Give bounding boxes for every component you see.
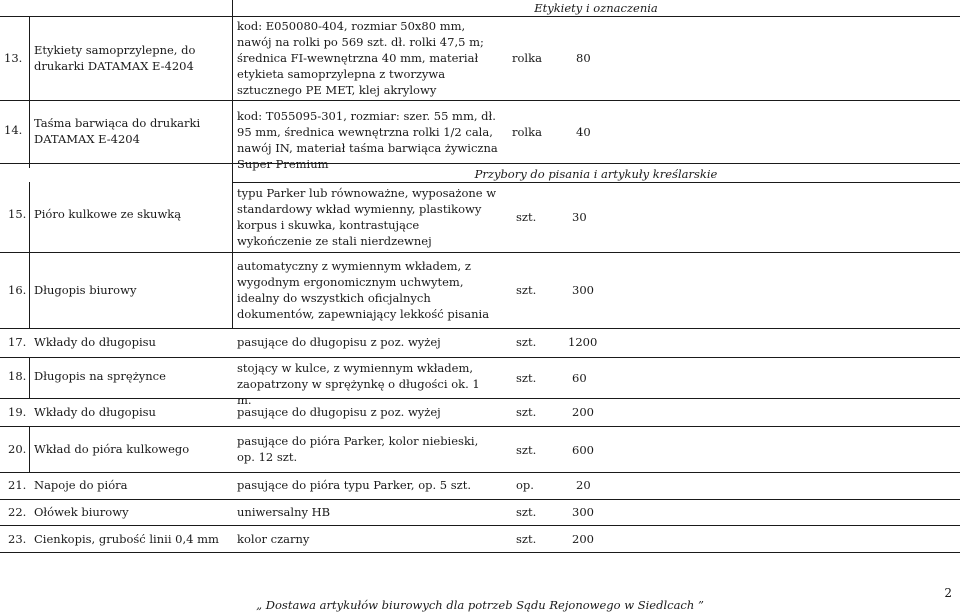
row-divider: [0, 472, 960, 473]
row-divider: [0, 552, 960, 553]
item-unit: szt.: [516, 335, 537, 349]
item-quantity: 40: [576, 125, 591, 139]
col-divider: [232, 0, 233, 168]
row-divider: [0, 16, 960, 17]
item-unit: szt.: [516, 371, 537, 385]
item-name: Taśma barwiąca do drukarki DATAMAX E-4204: [34, 116, 201, 146]
section-header-pens: Przybory do pisania i artykuły kreślarskie: [474, 167, 718, 181]
item-number: 15.: [8, 207, 27, 221]
item-quantity: 200: [572, 405, 594, 419]
item-description: kolor czarny: [237, 532, 310, 546]
item-unit: rolka: [512, 125, 542, 139]
row-divider: [0, 100, 960, 101]
page-footer: „ Dostawa artykułów biurowych dla potrzeb Sądu Rejonowego w Siedlcach ”: [256, 598, 704, 612]
item-quantity: 300: [572, 283, 594, 297]
item-number: 23.: [8, 532, 27, 546]
row-divider: [0, 252, 960, 253]
item-number: 21.: [8, 478, 27, 492]
row-divider: [0, 525, 960, 526]
item-quantity: 60: [572, 371, 587, 385]
item-name: Ołówek biurowy: [34, 505, 129, 519]
item-number: 19.: [8, 405, 27, 419]
item-number: 13.: [4, 51, 23, 65]
section-header-labels: Etykiety i oznaczenia: [534, 1, 658, 15]
item-number: 22.: [8, 505, 27, 519]
row-divider: [232, 182, 960, 183]
item-description: pasujące do pióra typu Parker, op. 5 szt.: [237, 478, 472, 492]
item-quantity: 300: [572, 505, 594, 519]
item-name: Długopis biurowy: [34, 283, 137, 297]
row-divider: [0, 426, 960, 427]
item-description: automatyczny z wymiennym wkładem, z wygodnym ergonomicznym uchwytem, idealny do wszystkich oficjalnych dokumentów, zapewniający lekkość pisania: [237, 259, 490, 321]
col-divider: [29, 16, 30, 168]
item-number: 16.: [8, 283, 27, 297]
col-divider: [232, 252, 233, 328]
item-number: 20.: [8, 442, 27, 456]
item-unit: op.: [516, 478, 534, 492]
item-name: Pióro kulkowe ze skuwką: [34, 207, 182, 221]
item-name: Wkłady do długopisu: [34, 405, 156, 419]
item-name: Napoje do pióra: [34, 478, 128, 492]
item-quantity: 80: [576, 51, 591, 65]
item-quantity: 600: [572, 443, 594, 457]
item-name: Wkład do pióra kulkowego: [34, 442, 190, 456]
item-description: pasujące do długopisu z poz. wyżej: [237, 335, 441, 349]
item-name: Cienkopis, grubość linii 0,4 mm: [34, 532, 219, 546]
item-name: Etykiety samoprzylepne, do drukarki DATAMAX E-4204: [34, 43, 196, 73]
item-quantity: 30: [572, 210, 587, 224]
item-description: uniwersalny HB: [237, 505, 331, 519]
item-description: pasujące do długopisu z poz. wyżej: [237, 405, 441, 419]
item-description: kod: T055095-301, rozmiar: szer. 55 mm, dł. 95 mm, średnica wewnętrzna rolki 1/2 cala, nawój IN, materiał taśma barwiąca żywiczna Super Premium: [237, 109, 498, 171]
item-name: Długopis na sprężynce: [34, 369, 166, 383]
item-description: kod: E050080-404, rozmiar 50x80 mm, nawój na rolki po 569 szt. dł. rolki 47,5 m; średnica FI-wewnętrzna 40 mm, materiał etykieta samoprzylepna z tworzywa sztucznego PE MET, klej akrylowy: [237, 19, 484, 97]
item-unit: szt.: [516, 283, 537, 297]
item-description: stojący w kulce, z wymiennym wkładem, zaopatrzony w sprężynkę o długości ok. 1 m.: [237, 361, 480, 407]
row-divider: [0, 357, 960, 358]
item-unit: szt.: [516, 210, 537, 224]
item-name: Wkłady do długopisu: [34, 335, 156, 349]
item-unit: szt.: [516, 505, 537, 519]
page-number: 2: [944, 586, 952, 600]
item-unit: szt.: [516, 532, 537, 546]
item-description: pasujące do pióra Parker, kolor niebieski, op. 12 szt.: [237, 434, 479, 464]
item-number: 17.: [8, 335, 27, 349]
row-divider: [0, 499, 960, 500]
item-unit: szt.: [516, 443, 537, 457]
item-description: typu Parker lub równoważne, wyposażone w standardowy wkład wymienny, plastikowy korpus i skuwka, kontrastujące wykończenie ze stali nierdzewnej: [237, 186, 497, 248]
item-number: 14.: [4, 123, 23, 137]
item-quantity: 1200: [568, 335, 598, 349]
item-number: 18.: [8, 369, 27, 383]
item-unit: rolka: [512, 51, 542, 65]
item-unit: szt.: [516, 405, 537, 419]
item-quantity: 200: [572, 532, 594, 546]
row-divider: [0, 328, 960, 329]
item-quantity: 20: [576, 478, 591, 492]
